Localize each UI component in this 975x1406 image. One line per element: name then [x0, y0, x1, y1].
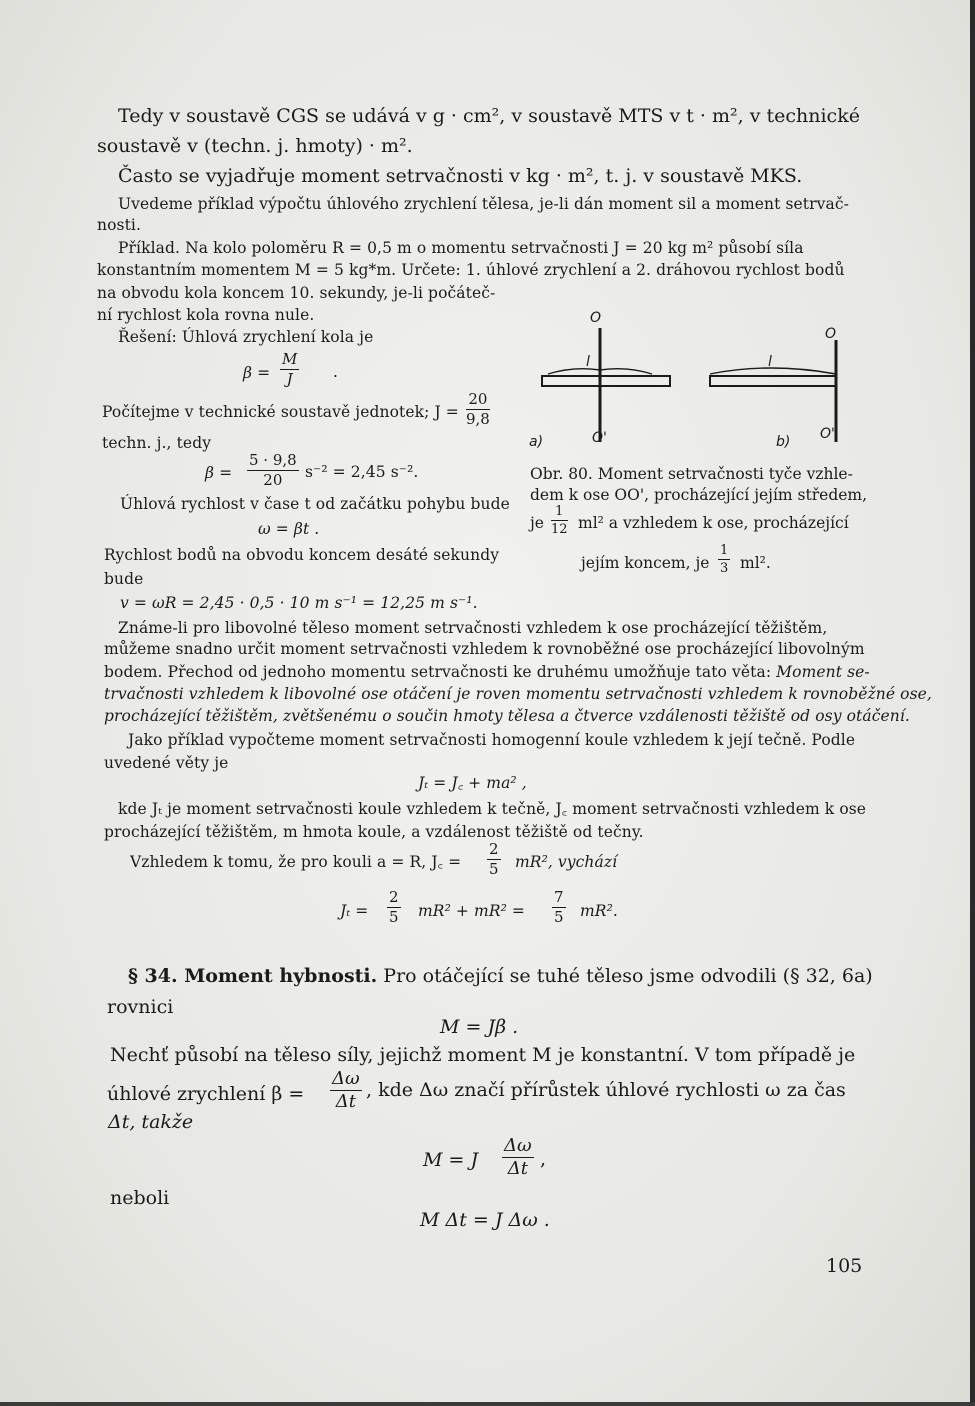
text-line: nosti. — [97, 216, 141, 234]
equation-punct: , — [540, 1148, 547, 1170]
equation: M = Jβ . — [440, 1016, 519, 1038]
text-line: Známe-li pro libovolné těleso moment setrvačnosti vzhledem k ose procházející těžištěm, — [118, 619, 828, 637]
text-line: soustavě v (techn. j. hmoty) · m². — [97, 135, 413, 157]
fraction-1-over-3: $\frac{1}{3}$ — [720, 543, 729, 576]
text-line: Δt, takže — [108, 1111, 194, 1133]
text-line: , kde Δω značí přírůstek úhlové rychlosti ω za čas — [366, 1079, 846, 1101]
figure-a — [542, 328, 670, 442]
text-line: Úhlová rychlost v čase t od začátku pohybu bude — [120, 495, 510, 513]
figure-caption: Obr. 80. Moment setrvačnosti tyče vzhle- — [530, 465, 853, 483]
text-line: úhlové zrychlení β = — [107, 1083, 305, 1105]
figure-caption: jejím koncem, je — [581, 554, 710, 572]
text-line: Rychlost bodů na obvodu koncem desáté sekundy — [104, 546, 500, 564]
label-O2-b: O' — [820, 426, 835, 442]
text-line: Často se vyjadřuje moment setrvačnosti v kg · m², t. j. v soustavě MKS. — [118, 165, 803, 187]
text-line: bude — [104, 570, 144, 588]
text-line: uvedené věty je — [104, 754, 229, 772]
text-line: na obvodu kola koncem 10. sekundy, je-li počáteč- — [97, 284, 496, 302]
label-O-a: O — [590, 310, 602, 326]
equation: Jₜ = — [340, 902, 369, 920]
label-O-b: O — [825, 326, 837, 342]
equation-label: β = — [243, 364, 271, 382]
label-b: b) — [776, 434, 791, 450]
text-line: Tedy v soustavě CGS se udává v g · cm², v soustavě MTS v t · m², v technické — [118, 105, 860, 127]
theorem-text: procházející těžištěm, zvětšenému o součin hmoty tělesa a čtverce vzdálenosti těžiště od osy otáčení. — [104, 707, 910, 725]
text-line: techn. j., tedy — [102, 434, 212, 452]
fraction-M-over-J: $\frac{M}{J}$ — [282, 350, 298, 388]
rod-b — [710, 376, 836, 386]
fraction-dw-over-dt: $\frac{\Delta\omega}{\Delta t}$ — [504, 1135, 532, 1179]
equation-punct: . — [333, 363, 339, 381]
equation: mR² + mR² = — [418, 902, 526, 920]
rod-a — [542, 376, 670, 386]
text-line: konstantním momentem M = 5 kg*m. Určete: 1. úhlové zrychlení a 2. dráhovou rychlost bodů — [97, 261, 845, 279]
text-line: ní rychlost kola rovna nule. — [97, 306, 315, 324]
equation-result: s⁻² = 2,45 s⁻². — [305, 463, 419, 481]
equation-label: β = — [205, 464, 233, 482]
figure-caption: dem k ose OO', procházející jejím středem, — [530, 486, 868, 504]
equation: mR². — [580, 902, 618, 920]
fraction-20-over-9-8: $\frac{20}{9,8}$ — [466, 390, 490, 428]
page-bottom-shadow — [0, 1402, 975, 1406]
text-line: můžeme snadno určit moment setrvačnosti vzhledem k rovnoběžné ose procházející libovolným — [104, 640, 865, 658]
page-number: 105 — [826, 1255, 863, 1277]
fraction-2-over-5: $\frac{2}{5}$ — [489, 840, 499, 878]
equation: ω = βt . — [258, 520, 320, 538]
theorem-text: trvačnosti vzhledem k libovolné ose otáčení je roven momentu setrvačnosti vzhledem k rovnoběžné ose, — [104, 685, 932, 703]
text-line: Nechť působí na těleso síly, jejichž moment M je konstantní. V tom případě je — [110, 1044, 856, 1066]
solution-line: Řešení: Úhlová zrychlení kola je — [118, 328, 374, 346]
figure-80-rod-diagram — [520, 300, 850, 460]
text-line: Počítejme v technické soustavě jednotek; J = — [102, 403, 459, 421]
label-O2-a: O' — [592, 430, 607, 446]
label-l-a: l — [586, 354, 590, 370]
equation: Jₜ = J꜀ + ma² , — [418, 774, 527, 792]
fraction-7-over-5: $\frac{7}{5}$ — [554, 888, 564, 926]
equation: M = J — [423, 1149, 479, 1171]
equation: M Δt = J Δω . — [420, 1209, 550, 1231]
text-line: procházející těžištěm, m hmota koule, a vzdálenost těžiště od tečny. — [104, 823, 644, 841]
brace-b — [710, 368, 836, 374]
text-line: Jako příklad vypočteme moment setrvačnosti homogenní koule vzhledem k její tečně. Podle — [128, 731, 856, 749]
fraction-2-over-5: $\frac{2}{5}$ — [389, 888, 399, 926]
text-line: kde Jₜ je moment setrvačnosti koule vzhledem k tečně, J꜀ moment setrvačnosti vzhledem k ose — [118, 800, 867, 818]
text-line: neboli — [110, 1187, 170, 1209]
figure-caption: ml² a vzhledem k ose, procházející — [578, 514, 849, 532]
fraction-1-over-12: $\frac{1}{12}$ — [551, 504, 568, 537]
equation: v = ωR = 2,45 · 0,5 · 10 m s⁻¹ = 12,25 m s⁻¹. — [120, 594, 478, 612]
text-line: bodem. Přechod od jednoho momentu setrvačnosti ke druhému umožňuje tato věta: Moment se- — [104, 663, 870, 681]
figure-b — [710, 340, 836, 442]
text-line: rovnici — [107, 996, 174, 1018]
label-l-b: l — [768, 354, 772, 370]
text-line: Uvedeme příklad výpočtu úhlového zrychlení tělesa, je-li dán moment sil a moment setrvač- — [118, 195, 849, 213]
section-heading: § 34. Moment hybnosti. Pro otáčející se tuhé těleso jsme odvodili (§ 32, 6a) — [128, 965, 873, 987]
figure-caption: ml². — [740, 554, 771, 572]
fraction-dw-over-dt: $\frac{\Delta\omega}{\Delta t}$ — [332, 1068, 360, 1112]
figure-caption: je — [530, 514, 544, 532]
label-a: a) — [529, 434, 544, 450]
fraction-5x9-8-over-20: $\frac{5 \cdot 9,8}{20}$ — [249, 451, 297, 489]
page-edge-shadow — [970, 0, 975, 1406]
text-line: mR², vychází — [515, 853, 618, 871]
text-line: Vzhledem k tomu, že pro kouli a = R, J꜀ = — [130, 853, 462, 871]
example-line: Příklad. Na kolo poloměru R = 0,5 m o momentu setrvačnosti J = 20 kg m² působí síla — [118, 239, 804, 257]
